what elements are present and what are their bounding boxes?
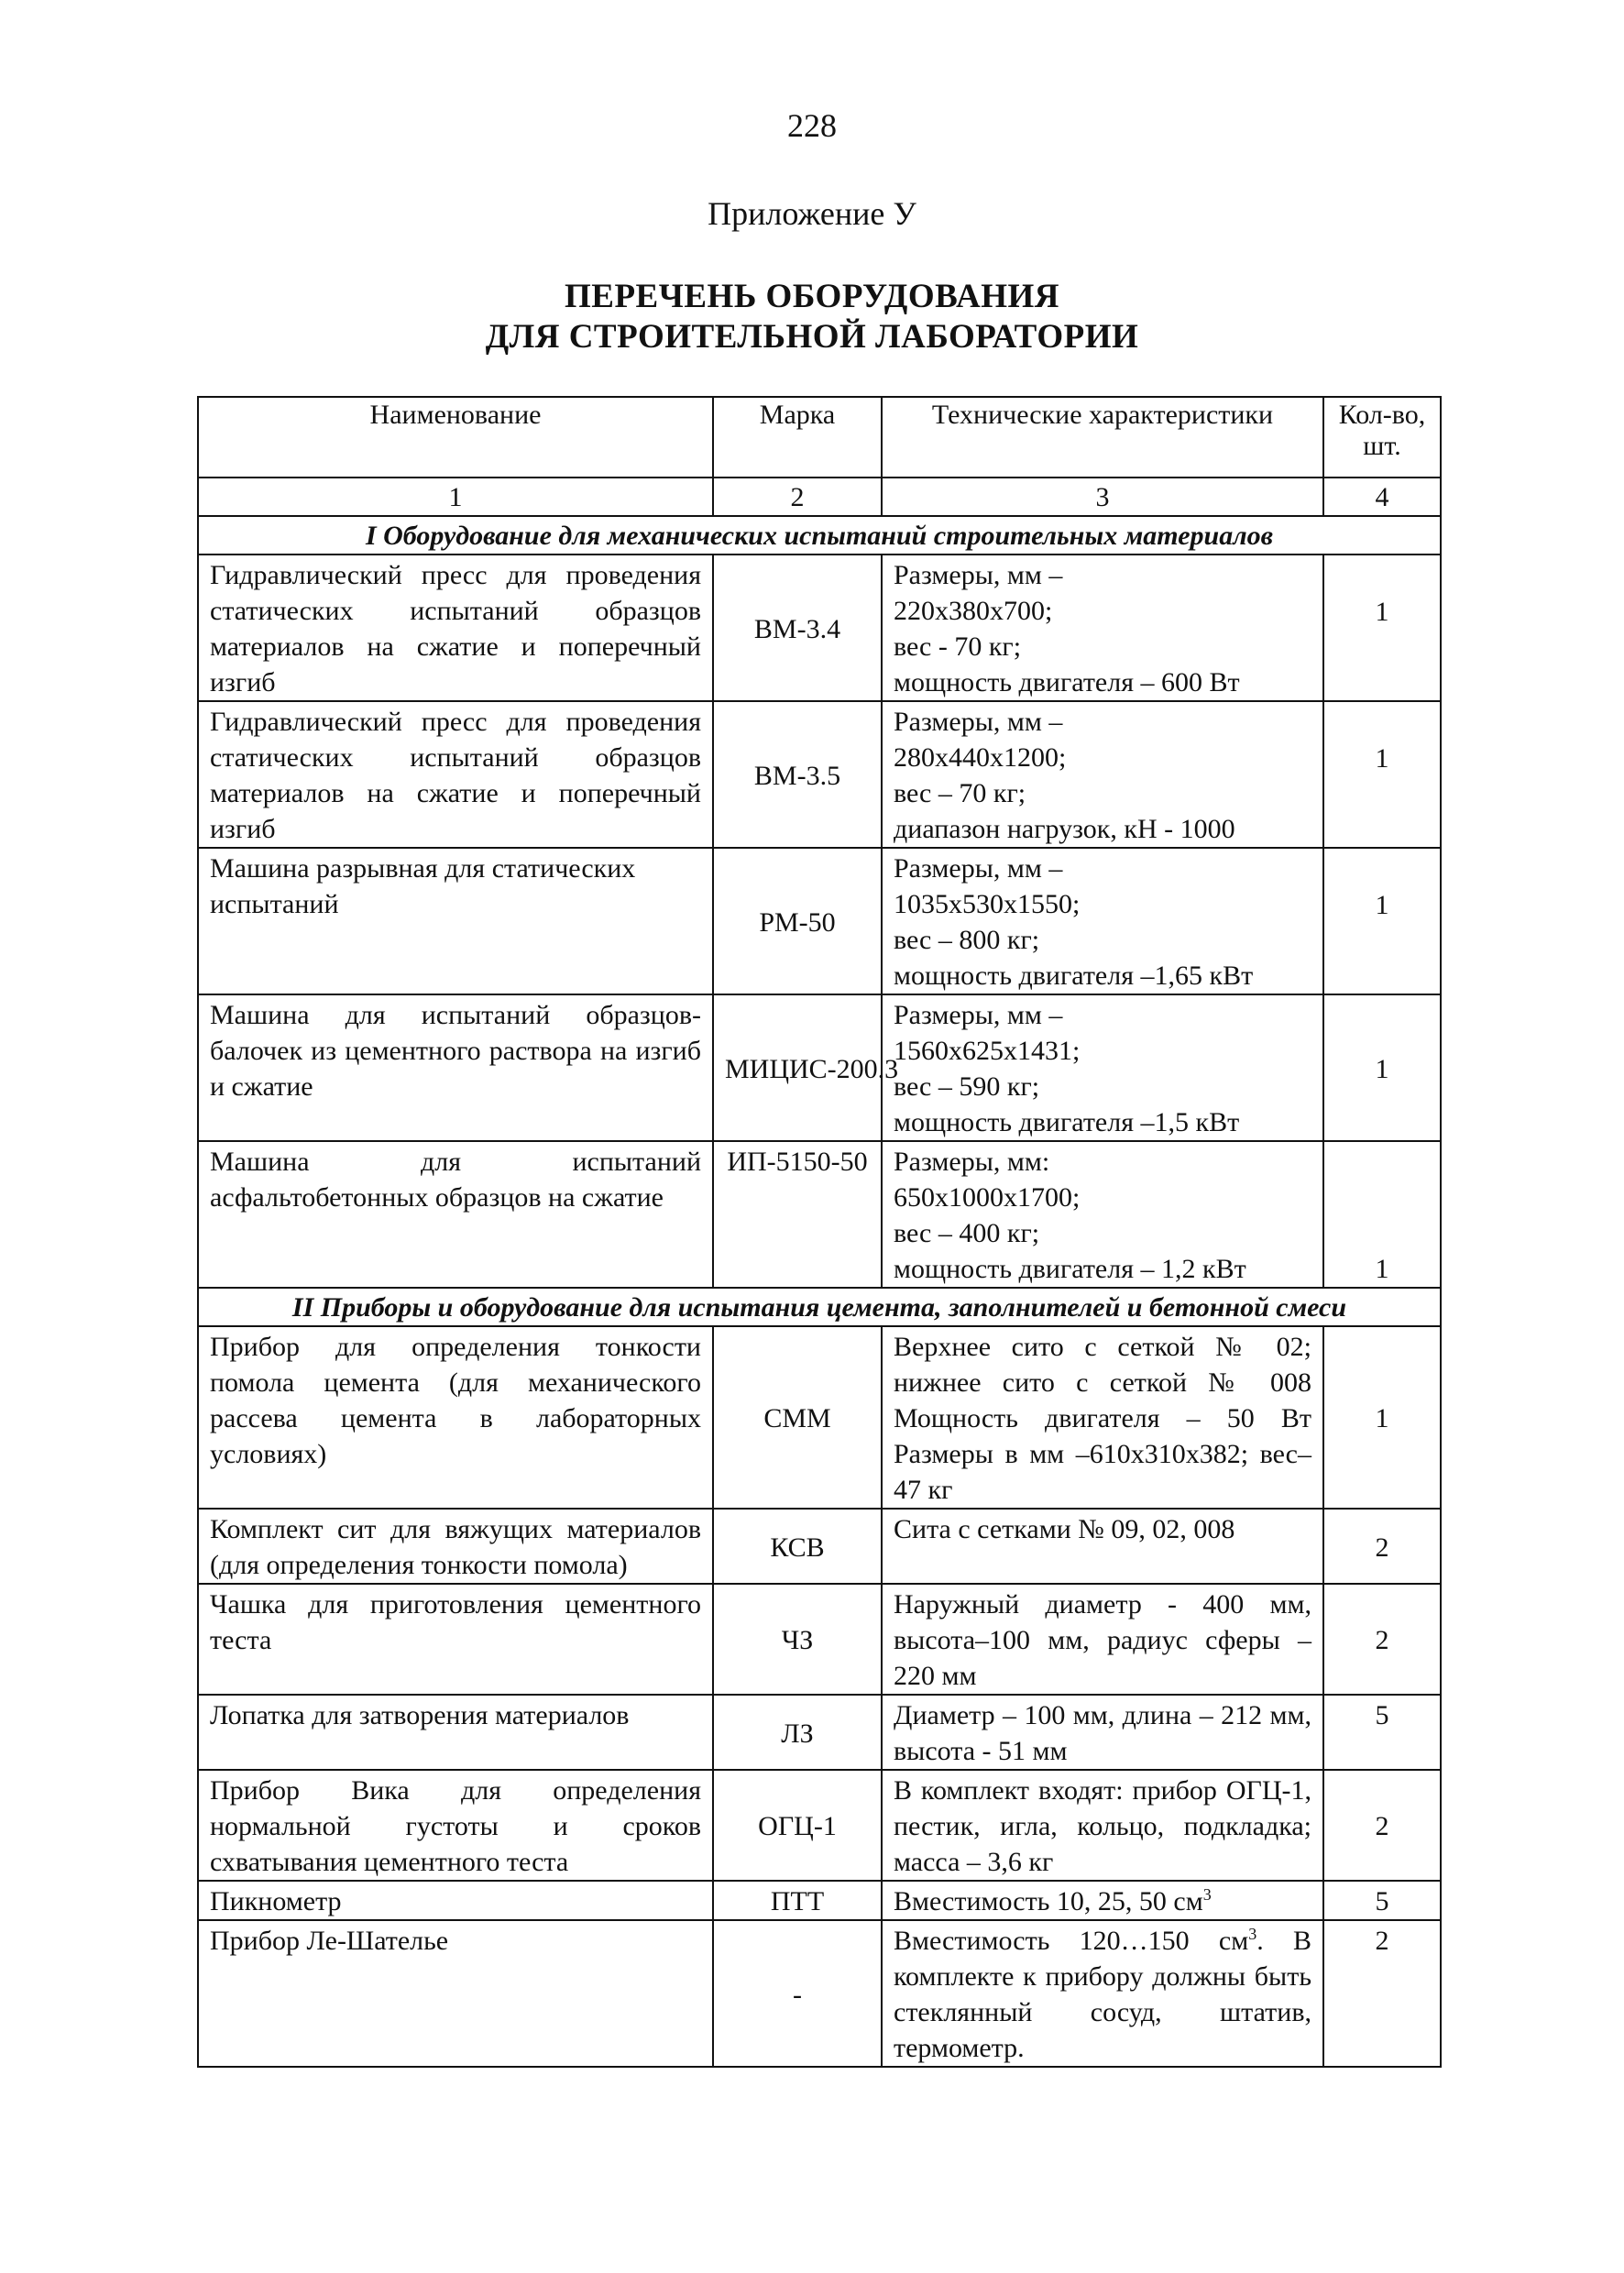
table-row: [198, 555, 1441, 701]
equipment-qty: 2: [1323, 1770, 1441, 1881]
spec-line: Размеры, мм:: [894, 1147, 1050, 1177]
spec-line: Размеры, мм –: [894, 853, 1063, 884]
spec-line: 650х1000х1700;: [894, 1182, 1081, 1213]
spec-line: вес – 590 кг;: [894, 1071, 1040, 1102]
equipment-spec: [882, 1326, 1323, 1509]
equipment-name: Машина разрывная для статических испытаний: [198, 848, 713, 994]
equipment-spec: [882, 1509, 1323, 1584]
equipment-name: Прибор Ле-Шателье: [198, 1920, 713, 2067]
spec-line: Верхнее сито с сеткой № 02; нижнее сито с сеткой № 008 Мощность двигателя – 50 Вт Размеры в мм –610х310х382; вес– 47 кг: [894, 1332, 1311, 1505]
table-row: [198, 1509, 1441, 1584]
spec-line: вес – 400 кг;: [894, 1218, 1040, 1248]
equipment-table: [197, 396, 1442, 2068]
spec-line: вес – 70 кг;: [894, 778, 1026, 808]
equipment-name: Машина для испытаний образцов-балочек из цементного раствора на изгиб и сжатие: [198, 994, 713, 1141]
equipment-mark: КСВ: [713, 1509, 882, 1584]
equipment-qty: 5: [1323, 1695, 1441, 1770]
equipment-name: Машина для испытаний асфальтобетонных образцов на сжатие: [198, 1141, 713, 1288]
equipment-name: Гидравлический пресс для проведения статических испытаний образцов материалов на сжатие и поперечный изгиб: [198, 701, 713, 848]
spec-line: Размеры, мм –: [894, 707, 1063, 737]
superscript: 3: [1202, 1885, 1212, 1904]
col-number-3: 3: [882, 478, 1323, 516]
section-header-row: [198, 1288, 1441, 1326]
equipment-qty: 2: [1323, 1509, 1441, 1584]
table-row: [198, 701, 1441, 848]
equipment-spec: [882, 1141, 1323, 1288]
spec-line: 1560х625х1431;: [894, 1036, 1081, 1066]
header-spec: Технические характеристики: [882, 397, 1323, 478]
equipment-name: Комплект сит для вяжущих материалов (для определения тонкости помола): [198, 1509, 713, 1584]
equipment-mark: СММ: [713, 1326, 882, 1509]
equipment-mark: МИЦИС-200.3: [713, 994, 882, 1141]
table-row: [198, 1695, 1441, 1770]
equipment-spec: [882, 1920, 1323, 2067]
title-line-2: ДЛЯ СТРОИТЕЛЬНОЙ ЛАБОРАТОРИИ: [485, 318, 1139, 356]
table-row: [198, 848, 1441, 994]
equipment-spec: [882, 1770, 1323, 1881]
spec-line: мощность двигателя –1,5 кВт: [894, 1107, 1240, 1137]
col-number-1: 1: [198, 478, 713, 516]
superscript: 3: [1248, 1925, 1257, 1943]
equipment-qty: 1: [1323, 994, 1441, 1141]
section-1-title: I Оборудование для механических испытаний строительных материалов: [198, 516, 1441, 555]
spec-text: Вместимость 10, 25, 50 см: [894, 1886, 1203, 1916]
equipment-mark: ОГЦ-1: [713, 1770, 882, 1881]
equipment-mark: ВМ-3.5: [713, 701, 882, 848]
spec-line: 280х440х1200;: [894, 742, 1067, 773]
equipment-spec: [882, 848, 1323, 994]
equipment-mark: ЧЗ: [713, 1584, 882, 1695]
equipment-spec: [882, 701, 1323, 848]
equipment-spec: [882, 555, 1323, 701]
equipment-mark: РМ-50: [713, 848, 882, 994]
equipment-mark: ИП-5150-50: [713, 1141, 882, 1288]
table-row: [198, 994, 1441, 1141]
equipment-qty: 2: [1323, 1920, 1441, 2067]
spec-line: Наружный диаметр - 400 мм, высота–100 мм, радиус сферы – 220 мм: [894, 1589, 1311, 1691]
column-number-row: [198, 478, 1441, 516]
spec-line: Размеры, мм –: [894, 1000, 1063, 1030]
appendix-label: Приложение У: [708, 195, 916, 232]
table-row: [198, 1141, 1441, 1288]
header-qty: Кол-во, шт.: [1323, 397, 1441, 478]
table-header-row: [198, 397, 1441, 478]
spec-line: мощность двигателя – 600 Вт: [894, 667, 1240, 697]
equipment-mark: ЛЗ: [713, 1695, 882, 1770]
spec-line: Диаметр – 100 мм, длина – 212 мм, высота - 51 мм: [894, 1700, 1311, 1766]
equipment-spec: [882, 1695, 1323, 1770]
table-row: [198, 1881, 1441, 1920]
spec-text: Вместимость 120…150 см: [894, 1926, 1249, 1956]
equipment-qty: 1: [1323, 1141, 1441, 1288]
equipment-qty: 1: [1323, 1326, 1441, 1509]
equipment-name: Гидравлический пресс для проведения статических испытаний образцов материалов на сжатие и поперечный изгиб: [198, 555, 713, 701]
spec-line: В комплект входят: прибор ОГЦ-1, пестик, игла, кольцо, подкладка; масса – 3,6 кг: [894, 1775, 1311, 1877]
spec-line: мощность двигателя – 1,2 кВт: [894, 1254, 1246, 1284]
header-name: Наименование: [198, 397, 713, 478]
equipment-spec: [882, 1584, 1323, 1695]
equipment-name: Прибор Вика для определения нормальной густоты и сроков схватывания цементного теста: [198, 1770, 713, 1881]
col-number-2: 2: [713, 478, 882, 516]
spec-line: диапазон нагрузок, кН - 1000: [894, 814, 1235, 844]
spec-line: мощность двигателя –1,65 кВт: [894, 961, 1254, 991]
page-number: 228: [787, 107, 837, 144]
spec-line: Сита с сетками № 09, 02, 008: [894, 1514, 1235, 1544]
spec-line: Размеры, мм –: [894, 560, 1063, 590]
spec-text: . В комплекте к прибору должны быть стеклянный сосуд, штатив, термометр.: [894, 1926, 1311, 2063]
equipment-spec: [882, 1881, 1323, 1920]
spec-line: 1035х530х1550;: [894, 889, 1081, 919]
equipment-mark: -: [713, 1920, 882, 2067]
col-number-4: 4: [1323, 478, 1441, 516]
document-title: [0, 277, 1624, 357]
header-mark: Марка: [713, 397, 882, 478]
equipment-qty: 1: [1323, 848, 1441, 994]
equipment-qty: 2: [1323, 1584, 1441, 1695]
table-row: [198, 1920, 1441, 2067]
equipment-name: Прибор для определения тонкости помола цемента (для механического рассева цемента в лабораторных условиях): [198, 1326, 713, 1509]
equipment-qty: 1: [1323, 555, 1441, 701]
equipment-mark: ВМ-3.4: [713, 555, 882, 701]
spec-line: вес - 70 кг;: [894, 631, 1022, 662]
equipment-qty: 5: [1323, 1881, 1441, 1920]
equipment-qty: 1: [1323, 701, 1441, 848]
spec-line: 220х380х700;: [894, 596, 1053, 626]
table-row: [198, 1326, 1441, 1509]
equipment-name: Пикнометр: [198, 1881, 713, 1920]
section-header-row: [198, 516, 1441, 555]
title-line-1: ПЕРЕЧЕНЬ ОБОРУДОВАНИЯ: [564, 278, 1059, 315]
spec-line: вес – 800 кг;: [894, 925, 1040, 955]
section-2-title: II Приборы и оборудование для испытания цемента, заполнителей и бетонной смеси: [198, 1288, 1441, 1326]
equipment-name: Чашка для приготовления цементного теста: [198, 1584, 713, 1695]
table-row: [198, 1770, 1441, 1881]
equipment-mark: ПТТ: [713, 1881, 882, 1920]
equipment-name: Лопатка для затворения материалов: [198, 1695, 713, 1770]
equipment-spec: [882, 994, 1323, 1141]
table-row: [198, 1584, 1441, 1695]
